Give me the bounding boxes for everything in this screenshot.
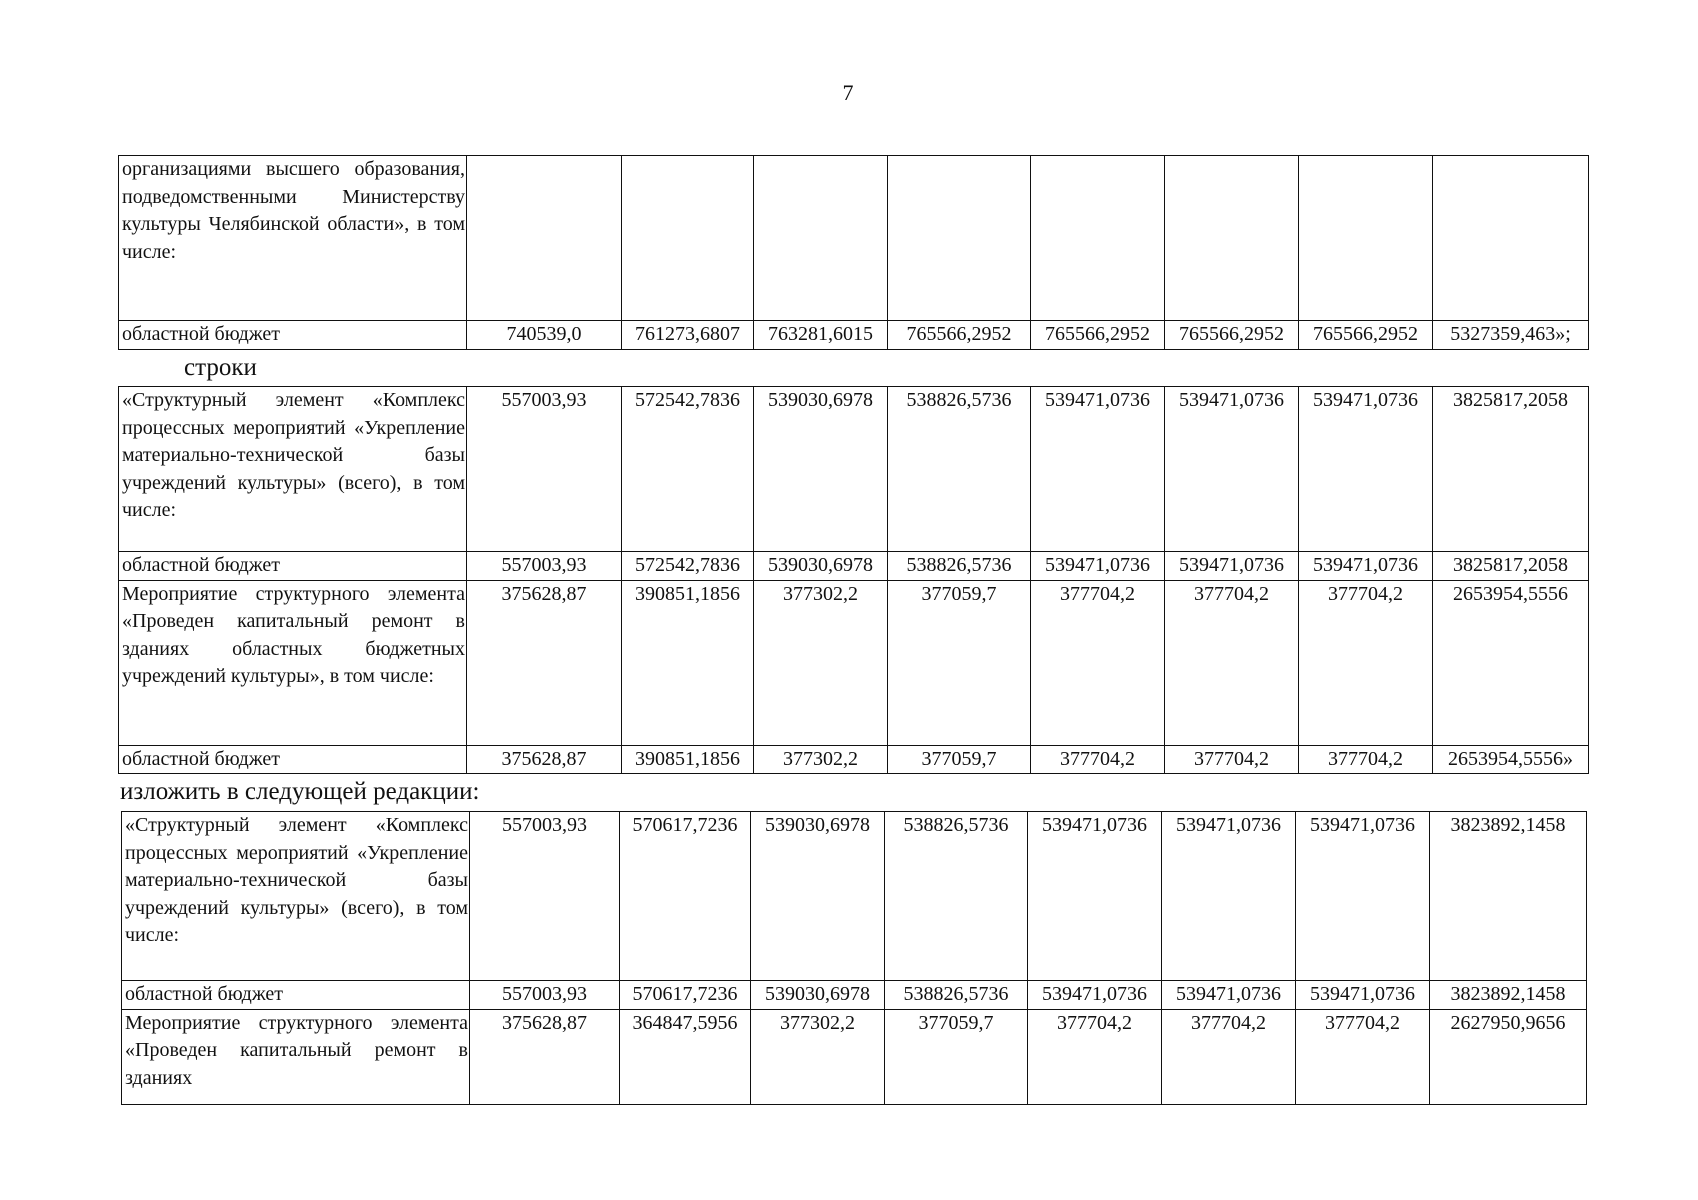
table-cell: 377704,2 [1028,1009,1162,1104]
table-cell [1031,156,1165,321]
page-number: 7 [842,80,854,105]
table-cell: 377704,2 [1031,745,1165,774]
row-label: Мероприятие структурного элемента «Проведен капитальный ремонт в зданиях [122,1009,470,1104]
table-cell: 539471,0736 [1165,387,1299,552]
table-cell: 539471,0736 [1028,981,1162,1010]
row-label: областной бюджет [119,321,467,350]
table-cell: 375628,87 [467,580,622,745]
table-cell: 557003,93 [470,981,620,1010]
table-cell: 377704,2 [1299,745,1433,774]
table-cell: 377059,7 [885,1009,1028,1104]
table-cell: 740539,0 [467,321,622,350]
table-cell: 763281,6015 [754,321,888,350]
row-label: «Структурный элемент «Комплекс процессных мероприятий «Укрепление материально-технической базы учреждений культуры» (всего), в том числе: [122,812,470,981]
section-new-label: изложить в следующей редакции: [120,778,480,805]
table-cell: 377302,2 [751,1009,885,1104]
table-cell: 377704,2 [1296,1009,1430,1104]
table-cell: 765566,2952 [1165,321,1299,350]
table-cell: 557003,93 [467,552,622,581]
table-cell: 765566,2952 [1299,321,1433,350]
table-cell: 2653954,5556 [1433,580,1589,745]
table-cell: 377704,2 [1299,580,1433,745]
table-cell: 375628,87 [467,745,622,774]
table-cell: 377704,2 [1165,580,1299,745]
table-cell: 572542,7836 [622,387,754,552]
table-cell [754,156,888,321]
row-label: областной бюджет [119,552,467,581]
table-cell: 538826,5736 [888,387,1031,552]
table-row [122,981,1587,1010]
table-cell: 539471,0736 [1296,981,1430,1010]
table-cell: 539030,6978 [754,552,888,581]
table-cell: 539471,0736 [1162,812,1296,981]
row-label: областной бюджет [119,745,467,774]
table-cell: 3825817,2058 [1433,552,1589,581]
table-cell: 377302,2 [754,580,888,745]
row-label: Мероприятие структурного элемента «Проведен капитальный ремонт в зданиях областных бюджетных учреждений культуры», в том числе: [119,580,467,745]
table-cell [622,156,754,321]
table-cell: 5327359,463»; [1433,321,1589,350]
table-cell: 765566,2952 [1031,321,1165,350]
table-cell: 538826,5736 [885,981,1028,1010]
table-cell: 375628,87 [470,1009,620,1104]
table-cell: 377704,2 [1165,745,1299,774]
table-cell: 557003,93 [467,387,622,552]
table-row [119,321,1589,350]
table-cell: 538826,5736 [885,812,1028,981]
table-row [122,812,1587,981]
table-cell: 2627950,9656 [1430,1009,1587,1104]
table-cell [1433,156,1589,321]
table-cell: 539471,0736 [1162,981,1296,1010]
table-cell: 390851,1856 [622,745,754,774]
table-cell: 570617,7236 [620,812,751,981]
row-label: «Структурный элемент «Комплекс процессных мероприятий «Укрепление материально-технической базы учреждений культуры» (всего), в том числе: [119,387,467,552]
table-cell: 539471,0736 [1296,812,1430,981]
table-cell: 377059,7 [888,745,1031,774]
table-cell: 765566,2952 [888,321,1031,350]
table-cell: 539471,0736 [1031,387,1165,552]
table-row [119,580,1589,745]
table-cell: 390851,1856 [622,580,754,745]
table-cell: 377302,2 [754,745,888,774]
table-cell: 539471,0736 [1165,552,1299,581]
table-row [119,552,1589,581]
budget-table-old [118,386,1589,774]
table-cell: 539471,0736 [1299,387,1433,552]
table-cell [467,156,622,321]
table-cell: 539471,0736 [1031,552,1165,581]
table-cell: 539030,6978 [751,812,885,981]
table-cell [1299,156,1433,321]
table-cell: 539471,0736 [1299,552,1433,581]
table-row [119,745,1589,774]
table-cell: 3823892,1458 [1430,812,1587,981]
table-cell: 570617,7236 [620,981,751,1010]
table-cell: 364847,5956 [620,1009,751,1104]
table-cell: 539471,0736 [1028,812,1162,981]
budget-table-new [121,811,1587,1105]
table-cell [1165,156,1299,321]
table-cell: 377059,7 [888,580,1031,745]
table-cell: 539030,6978 [754,387,888,552]
table-row [119,387,1589,552]
row-label: организациями высшего образования, подведомственными Министерству культуры Челябинской области», в том числе: [119,156,467,321]
row-label: областной бюджет [122,981,470,1010]
table-cell: 538826,5736 [888,552,1031,581]
table-cell: 557003,93 [470,812,620,981]
table-cell: 377704,2 [1031,580,1165,745]
table-row [122,1009,1587,1104]
budget-table-continuation [118,155,1589,350]
table-cell: 539030,6978 [751,981,885,1010]
table-cell [888,156,1031,321]
table-cell: 377704,2 [1162,1009,1296,1104]
table-cell: 3825817,2058 [1433,387,1589,552]
table-cell: 2653954,5556» [1433,745,1589,774]
table-row [119,156,1589,321]
section-old-label: строки [184,354,257,381]
table-cell: 572542,7836 [622,552,754,581]
table-cell: 761273,6807 [622,321,754,350]
table-cell: 3823892,1458 [1430,981,1587,1010]
